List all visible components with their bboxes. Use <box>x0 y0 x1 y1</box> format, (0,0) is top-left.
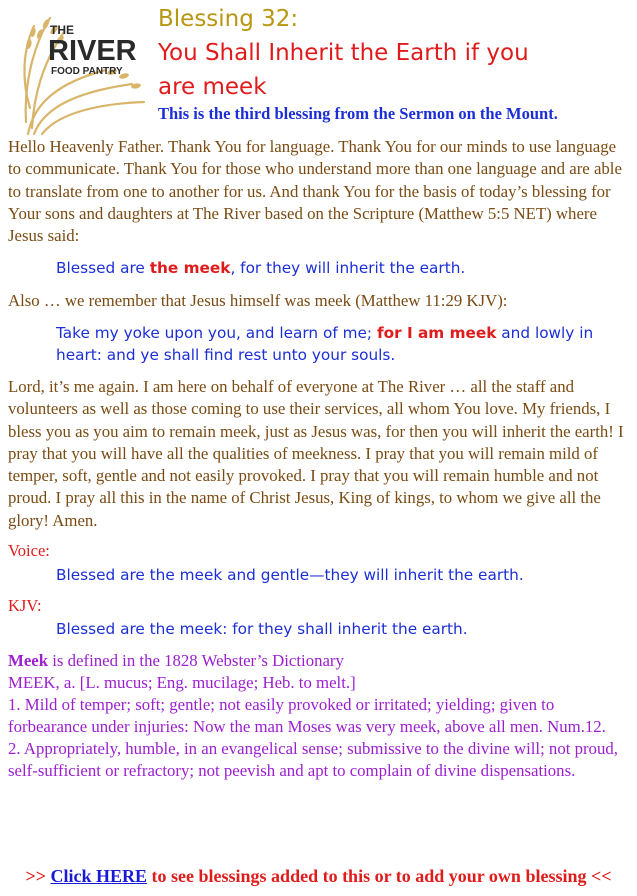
definition-heading <box>8 650 632 672</box>
voice-verse: Blessed are the meek and gentle—they will inherit the earth. <box>56 566 524 584</box>
verse1-after: , for they will inherit the earth. <box>230 259 466 277</box>
blessing-title-line-2: are meek <box>158 74 267 100</box>
river-food-pantry-logo <box>20 12 150 136</box>
prayer-paragraph: Lord, it’s me again. I am here on behalf of everyone at The River … all the staff and volunteers as well as those coming to use their services, all whom You love. My friends, I bless you as you aim to remain meek, just as Jesus was, for then you will inherit the earth! I pray that you will have all the qualities of meekness. I pray that you will remain mild of temper, soft, gentle and not easily provoked. I pray that you will remain humble and not proud. I pray all this in the name of Christ Jesus, King of kings, to whom we give all the glory! Amen. <box>8 377 624 530</box>
definition-sense-2: 2. Appropriately, humble, in an evangelical sense; submissive to the divine will; not proud, self-sufficient or refractory; not peevish and apt to complain of divine dispensations. <box>8 739 618 780</box>
verse-matthew-11-29 <box>56 322 632 366</box>
footer-suffix: to see blessings added to this or to add your own blessing << <box>147 866 612 886</box>
footer-prefix: >> <box>25 866 51 886</box>
kjv-label: KJV: <box>8 596 42 615</box>
definition-sense-1: 1. Mild of temper; soft; gentle; not easily provoked or irritated; yielding; given to forbearance under injuries: Now the man Moses was very meek, above all men. Num.12. <box>8 695 606 736</box>
blessing-title-line-1: You Shall Inherit the Earth if you <box>158 40 529 66</box>
definition-term: Meek <box>8 651 49 670</box>
logo-line-3: FOOD PANTRY <box>51 66 123 77</box>
voice-label: Voice: <box>8 541 50 560</box>
header <box>0 0 637 128</box>
verse2-before: Take my yoke upon you, and learn of me; <box>56 324 377 342</box>
verse2-after: and lowly in heart: and ye shall find rest unto your souls. <box>56 324 594 364</box>
verse2-emphasis: for I am meek <box>376 324 497 342</box>
intro-paragraph: Hello Heavenly Father. Thank You for language. Thank You for our minds to use language to communicate. Thank You for those who understand more than one language and are able to translate from one to another for us. And thank You for the basis of today’s blessing for Your sons and daughters at The River based on the Scripture (Matthew 5:5 NET) where Jesus said: <box>8 137 622 246</box>
blessing-subtitle: This is the third blessing from the Sermon on the Mount. <box>158 104 558 123</box>
verse1-before: Blessed are <box>56 259 150 277</box>
logo-line-2: RIVER <box>48 35 137 67</box>
click-here-link[interactable]: Click HERE <box>50 866 148 886</box>
also-line: Also … we remember that Jesus himself was meek (Matthew 11:29 KJV): <box>8 291 508 310</box>
footer-cta <box>0 866 637 887</box>
logo-line-1: THE <box>50 23 74 37</box>
verse1-emphasis: the meek <box>149 259 231 277</box>
verse-matthew-5-5 <box>56 257 632 279</box>
kjv-verse: Blessed are the meek: for they shall inherit the earth. <box>56 620 468 638</box>
definition-block <box>8 650 632 782</box>
definition-etymology: MEEK, a. [L. mucus; Eng. mucilage; Heb. to melt.] <box>8 673 356 692</box>
blessing-number-title: Blessing 32: <box>158 6 299 32</box>
definition-intro: is defined in the 1828 Webster’s Dictionary <box>48 651 344 670</box>
